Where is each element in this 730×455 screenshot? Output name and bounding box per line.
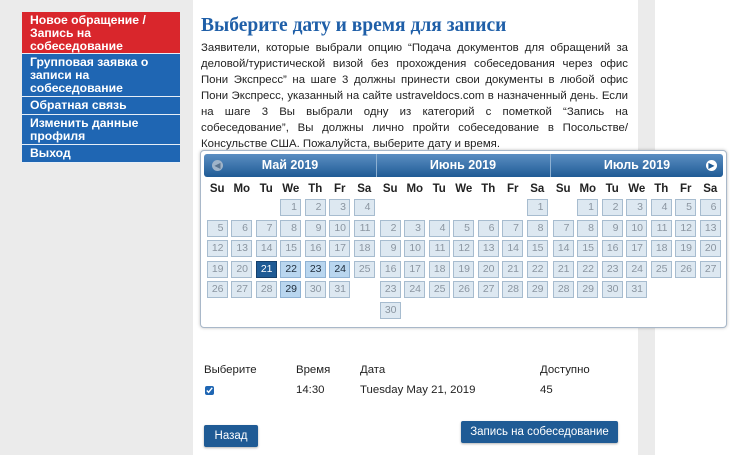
slot-date: Tuesday May 21, 2019: [360, 384, 476, 396]
weekday-label: Su: [555, 183, 571, 195]
column-header-available: Доступно: [540, 364, 590, 376]
day-cell: 28: [553, 281, 574, 298]
weekday-row: [378, 179, 550, 199]
day-cell: 6: [478, 220, 499, 237]
day-cell: 26: [453, 281, 474, 298]
day-cell: 11: [651, 220, 672, 237]
day-cell: 20: [700, 240, 721, 257]
column-header-date: Дата: [360, 364, 386, 376]
datepicker: [200, 150, 727, 328]
weekday-row: [551, 179, 723, 199]
intro-text: Заявители, которые выбрали опцию “Подача документов для обращений за деловой/туристической визой без прохождения собеседования через офис Пони Экспресс” на шаге 3 должны принести свои документы в любой офис Пони Экспресс, указанный на сайте ustraveldocs.com в назначенный день. Если на шаге 3 Вы выбрали одну из категорий с пометкой “Запись на собеседование”, Вы должны лично пройти собеседование в Посольстве/Консульстве США. Пожалуйста, выберите дату и время.: [201, 42, 628, 150]
sidebar-item-logout[interactable]: Выход: [22, 145, 180, 163]
sidebar-item-new-request[interactable]: Новое обращение / Запись на собеседование: [22, 12, 180, 54]
weekday-label: Tu: [259, 183, 273, 195]
day-cell: 28: [256, 281, 277, 298]
day-cell: 12: [675, 220, 696, 237]
weekday-label: We: [455, 183, 473, 195]
day-cell: 13: [478, 240, 499, 257]
page-title: Выберите дату и время для записи: [201, 15, 507, 36]
day-cell: 19: [453, 261, 474, 278]
back-button[interactable]: Назад: [204, 425, 258, 447]
day-cell: 29: [527, 281, 548, 298]
day-cell: 5: [675, 199, 696, 216]
day-cell: 15: [527, 240, 548, 257]
day-cell: 29: [577, 281, 598, 298]
day-cell[interactable]: 24: [329, 261, 350, 278]
day-cell: 19: [207, 261, 228, 278]
day-cell: 18: [354, 240, 375, 257]
weekday-label: Fr: [507, 183, 519, 195]
day-cell: 26: [675, 261, 696, 278]
day-cell: 17: [329, 240, 350, 257]
month-title: Май 2019: [261, 158, 319, 172]
weekday-label: Mo: [406, 183, 424, 195]
day-cell: 6: [231, 220, 252, 237]
day-cell: 16: [305, 240, 326, 257]
weekday-label: Tu: [432, 183, 446, 195]
day-cell: 2: [380, 220, 401, 237]
day-cell: 26: [207, 281, 228, 298]
day-cell: 10: [626, 220, 647, 237]
day-cell: 24: [626, 261, 647, 278]
weekday-row: [205, 179, 377, 199]
sidebar-item-edit-profile[interactable]: Изменить данные профиля: [22, 115, 180, 145]
day-cell: 23: [602, 261, 623, 278]
day-cell: 3: [329, 199, 350, 216]
day-cell: 10: [404, 240, 425, 257]
day-cell: 30: [380, 302, 401, 319]
day-cell: 10: [329, 220, 350, 237]
day-cell: 31: [329, 281, 350, 298]
circle-right-icon[interactable]: ▶: [706, 160, 717, 171]
sidebar-item-feedback[interactable]: Обратная связь: [22, 97, 180, 115]
day-cell: 16: [380, 261, 401, 278]
weekday-label: Th: [654, 183, 669, 195]
day-cell: 17: [404, 261, 425, 278]
day-cell: 30: [602, 281, 623, 298]
weekday-label: Sa: [530, 183, 545, 195]
slot-checkbox[interactable]: [205, 386, 214, 395]
day-cell: 22: [577, 261, 598, 278]
day-cell: 16: [602, 240, 623, 257]
day-cell: 4: [354, 199, 375, 216]
day-cell: 14: [256, 240, 277, 257]
day-cell: 12: [207, 240, 228, 257]
day-cell: 4: [651, 199, 672, 216]
day-cell: 23: [380, 281, 401, 298]
day-cell: 19: [675, 240, 696, 257]
day-cell: 7: [502, 220, 523, 237]
day-cell: 21: [553, 261, 574, 278]
day-cell: 11: [354, 220, 375, 237]
day-cell: 18: [651, 240, 672, 257]
day-cell: 25: [651, 261, 672, 278]
day-cell: 20: [478, 261, 499, 278]
month-june: [378, 179, 550, 316]
day-cell: 9: [602, 220, 623, 237]
day-cell: 5: [207, 220, 228, 237]
day-cell: 13: [231, 240, 252, 257]
day-cell: 9: [305, 220, 326, 237]
day-cell: 21: [502, 261, 523, 278]
day-cell: 31: [626, 281, 647, 298]
month-july: [551, 179, 723, 295]
datepicker-header: [204, 154, 723, 177]
day-cell: 12: [453, 240, 474, 257]
slot-available: 45: [540, 384, 553, 396]
day-cell: 1: [577, 199, 598, 216]
day-cell: 11: [429, 240, 450, 257]
day-cell: 6: [700, 199, 721, 216]
day-cell: 25: [429, 281, 450, 298]
weekday-label: Su: [209, 183, 225, 195]
weekday-label: Sa: [703, 183, 718, 195]
day-cell: 3: [404, 220, 425, 237]
day-cell: 22: [527, 261, 548, 278]
weekday-label: Tu: [605, 183, 619, 195]
day-cell: 30: [305, 281, 326, 298]
weekday-label: Th: [481, 183, 496, 195]
day-cell[interactable]: 29: [280, 281, 301, 298]
submit-interview-button[interactable]: Запись на собеседование: [461, 421, 618, 443]
day-cell: 2: [602, 199, 623, 216]
day-cell: 27: [231, 281, 252, 298]
column-header-select: Выберите: [204, 364, 257, 376]
sidebar-item-group-request[interactable]: Групповая заявка о записи на собеседование: [22, 54, 180, 97]
weekday-label: Fr: [680, 183, 692, 195]
day-cell: 1: [527, 199, 548, 216]
day-cell: 20: [231, 261, 252, 278]
weekday-label: We: [628, 183, 646, 195]
day-cell: 7: [256, 220, 277, 237]
day-cell: 24: [404, 281, 425, 298]
day-cell: 2: [305, 199, 326, 216]
day-cell[interactable]: 23: [305, 261, 326, 278]
weekday-label: Mo: [579, 183, 597, 195]
sidebar: [22, 12, 180, 163]
day-cell: 15: [577, 240, 598, 257]
day-cell: 3: [626, 199, 647, 216]
weekday-label: We: [282, 183, 300, 195]
day-cell: 17: [626, 240, 647, 257]
day-cell: 8: [280, 220, 301, 237]
day-cell[interactable]: 21: [256, 261, 277, 278]
day-cell: 18: [429, 261, 450, 278]
day-cell: 8: [527, 220, 548, 237]
day-cell: 8: [577, 220, 598, 237]
month-may: [205, 179, 377, 295]
weekday-label: Fr: [334, 183, 346, 195]
month-title: Июль 2019: [603, 158, 671, 172]
day-cell: 5: [453, 220, 474, 237]
day-cell: 27: [700, 261, 721, 278]
day-cell: 14: [553, 240, 574, 257]
slot-time: 14:30: [296, 384, 325, 396]
day-cell[interactable]: 22: [280, 261, 301, 278]
day-cell: 1: [280, 199, 301, 216]
day-cell: 9: [380, 240, 401, 257]
day-cell: 4: [429, 220, 450, 237]
circle-left-icon[interactable]: ◀: [212, 160, 223, 171]
month-title: Июнь 2019: [429, 158, 497, 172]
day-cell: 7: [553, 220, 574, 237]
day-cell: 27: [478, 281, 499, 298]
weekday-label: Su: [382, 183, 398, 195]
day-cell: 28: [502, 281, 523, 298]
day-cell: 14: [502, 240, 523, 257]
day-cell: 13: [700, 220, 721, 237]
day-cell: 15: [280, 240, 301, 257]
weekday-label: Th: [308, 183, 323, 195]
weekday-label: Sa: [357, 183, 372, 195]
weekday-label: Mo: [233, 183, 251, 195]
day-cell: 25: [354, 261, 375, 278]
column-header-time: Время: [296, 364, 331, 376]
